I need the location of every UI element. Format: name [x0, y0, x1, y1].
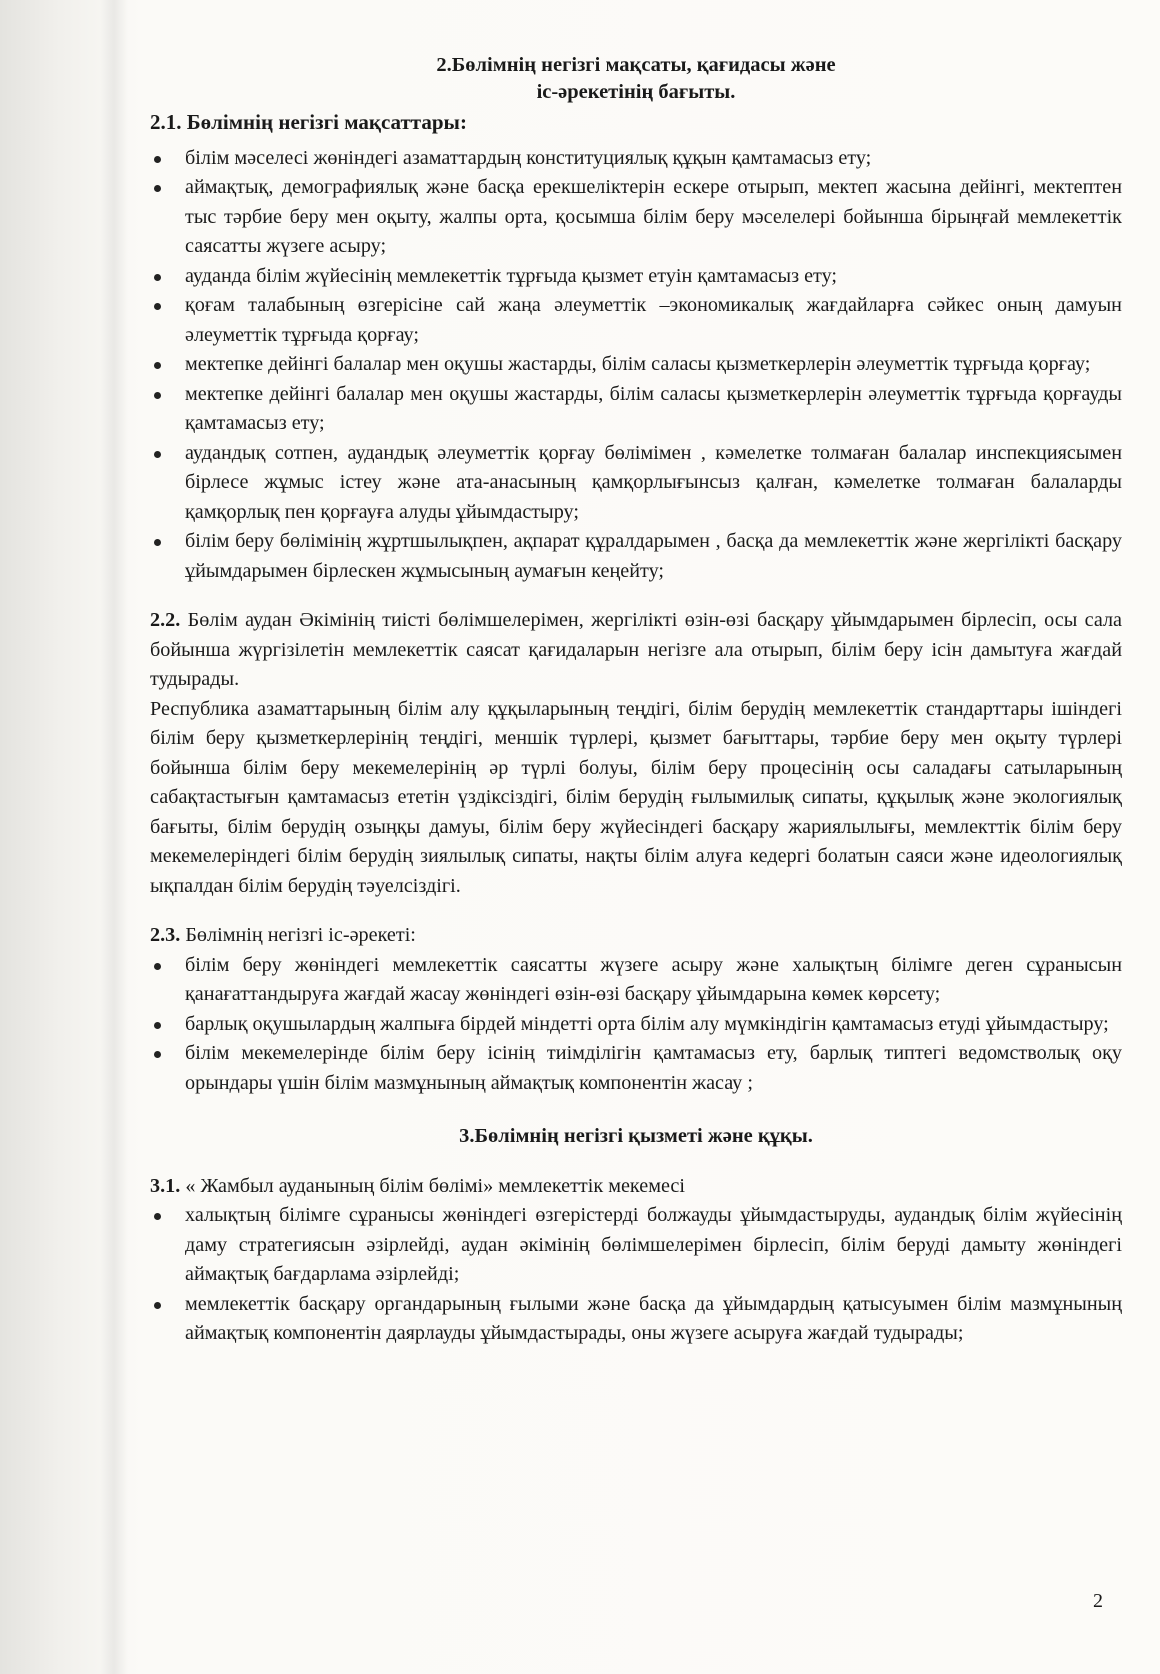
section-2-3-list [150, 951, 1122, 1099]
list-item: білім беру бөлімінің жұртшылықпен, ақпарат құралдарымен , басқа да мемлекеттік және жергілікті басқару ұйымдарымен бірлескен жұмысының аумағын кеңейту; [150, 527, 1122, 586]
spacer [150, 901, 1122, 921]
section-2-3-label: 2.3. [150, 924, 181, 946]
section-2-2-paragraph [150, 606, 1122, 695]
section-2-3-heading-text: Бөлімнің негізгі іс-әрекеті: [185, 924, 416, 946]
list-item: қоғам талабының өзгерісіне сай жаңа әлеуметтік –экономикалық жағдайларға сәйкес оның дамуын әлеуметтік тұрғыда қорғау; [150, 291, 1122, 350]
section-2-title-line1: 2.Бөлімнің негізгі мақсаты, қағидасы және [436, 54, 836, 76]
section-3-title: 3.Бөлімнің негізгі қызметі және құқы. [459, 1125, 813, 1147]
section-2-title-line2: іс-әрекетінің бағыты. [536, 81, 736, 103]
list-item: мемлекеттік басқару органдарының ғылыми және басқа да ұйымдардың қатысуымен білім мазмұнының аймақтық компонентін даярлауды ұйымдастырады, оны жүзеге асыруға жағдай тудырады; [150, 1290, 1122, 1349]
list-item: мектепке дейінгі балалар мен оқушы жастарды, білім саласы қызметкерлерін әлеуметтік тұрғыда қорғау; [150, 350, 1122, 380]
section-2-2-label: 2.2. [150, 609, 181, 631]
section-2-2-text: Бөлім аудан Әкімінің тиісті бөлімшелерімен, жергілікті өзін-өзі басқару ұйымдарымен бірлесіп, осы сала бойынша жүргізілетін мемлекеттік саясат қағидаларын негізге ала отырып, білім беру ісін дамытуға жағдай тудырады. [150, 609, 1123, 690]
list-item: білім мәселесі жөніндегі азаматтардың конституциялық құқын қамтамасыз ету; [150, 144, 1122, 174]
spacer [150, 586, 1122, 606]
section-3-1-label: 3.1. [150, 1174, 181, 1197]
section-3-1-heading [150, 1172, 1122, 1202]
list-item: халықтың білімге сұранысы жөніндегі өзгерістерді болжауды ұйымдастыруды, аудандық білім жүйесінің даму стратегиясын әзірлейді, аудан әкімінің бөлімшелерімен бірлесіп, білім беруді дамыту жөніндегі аймақтық бағдарлама әзірлейді; [150, 1201, 1122, 1290]
list-item: барлық оқушылардың жалпыға бірдей міндетті орта білім алу мүмкіндігін қамтамасыз етуді ұйымдастыру; [150, 1010, 1122, 1040]
list-item: аудандық сотпен, аудандық әлеуметтік қорғау бөлімімен , кәмелетке толмаған балалар инспекциясымен бірлесе жұмыс істеу және ата-анасының қамқорлығынсыз қалған, кәмелетке толмаған балаларды қамқорлық пен қорғауға алуды ұйымдастыру; [150, 439, 1122, 528]
binding-shadow [100, 0, 128, 1674]
section-3-1-list [150, 1201, 1122, 1349]
list-item: білім беру жөніндегі мемлекеттік саясатты жүзеге асыру және халықтың білімге деген сұранысын қанағаттандыруға жағдай жасау жөніндегі өзін-өзі басқару ұйымдарына көмек көрсету; [150, 951, 1122, 1010]
section-2-2-paragraph-2: Республика азаматтарының білім алу құқыларының теңдігі, білім берудің мемлекеттік стандарттары ішіндегі білім беру қызметкерлерінің теңдігі, меншік түрлері, қызмет бағыттары, тәрбие беру мен оқыту түрлері бойынша білім беру мекемелерінің әр түрлі болуы, білім беру процесінің осы саладағы сатыларының сабақтастығын қамтамасыз ететін үздіксіздігі, білім берудің ғылымилық сипаты, құқылық және экологиялық бағыты, білім берудің озыңқы дамуы, білім беру жүйесіндегі басқару жариялылығы, мемлекттік білім беру мекемелеріндегі білім берудің зиялылық сипаты, нақты білім алуға кедергі болатын саяси және идеологиялық ықпалдан білім берудің тәуелсіздігі. [150, 697, 1122, 897]
section-2-1-heading: 2.1. Бөлімнің негізгі мақсаттары: [150, 110, 467, 134]
list-item: аймақтық, демографиялық және басқа ерекшеліктерін ескере отырып, мектеп жасына дейінгі, мектептен тыс тәрбие беру мен оқыту, жалпы орта, қосымша білім беру мәселелері бойынша бірыңғай мемлекеттік саясатты жүзеге асыру; [150, 173, 1122, 262]
list-item: мектепке дейінгі балалар мен оқушы жастарды, білім саласы қызметкерлерін әлеуметтік тұрғыда қорғауды қамтамасыз ету; [150, 380, 1122, 439]
document-body [150, 52, 1122, 1349]
section-3-1-heading-text: « Жамбыл ауданының білім бөлімі» мемлекеттік мекемесі [185, 1174, 685, 1197]
list-item: ауданда білім жүйесінің мемлекеттік тұрғыда қызмет етуін қамтамасыз ету; [150, 262, 1122, 292]
section-2-title [150, 52, 1122, 106]
section-2-3-heading [150, 921, 1122, 951]
page-number: 2 [1093, 1590, 1103, 1612]
section-2-1-list [150, 144, 1122, 587]
list-item: білім мекемелерінде білім беру ісінің тиімділігін қамтамасыз ету, барлық типтегі ведомстволық оқу орындары үшін білім мазмұнының аймақтық компонентін жасау ; [150, 1039, 1122, 1098]
